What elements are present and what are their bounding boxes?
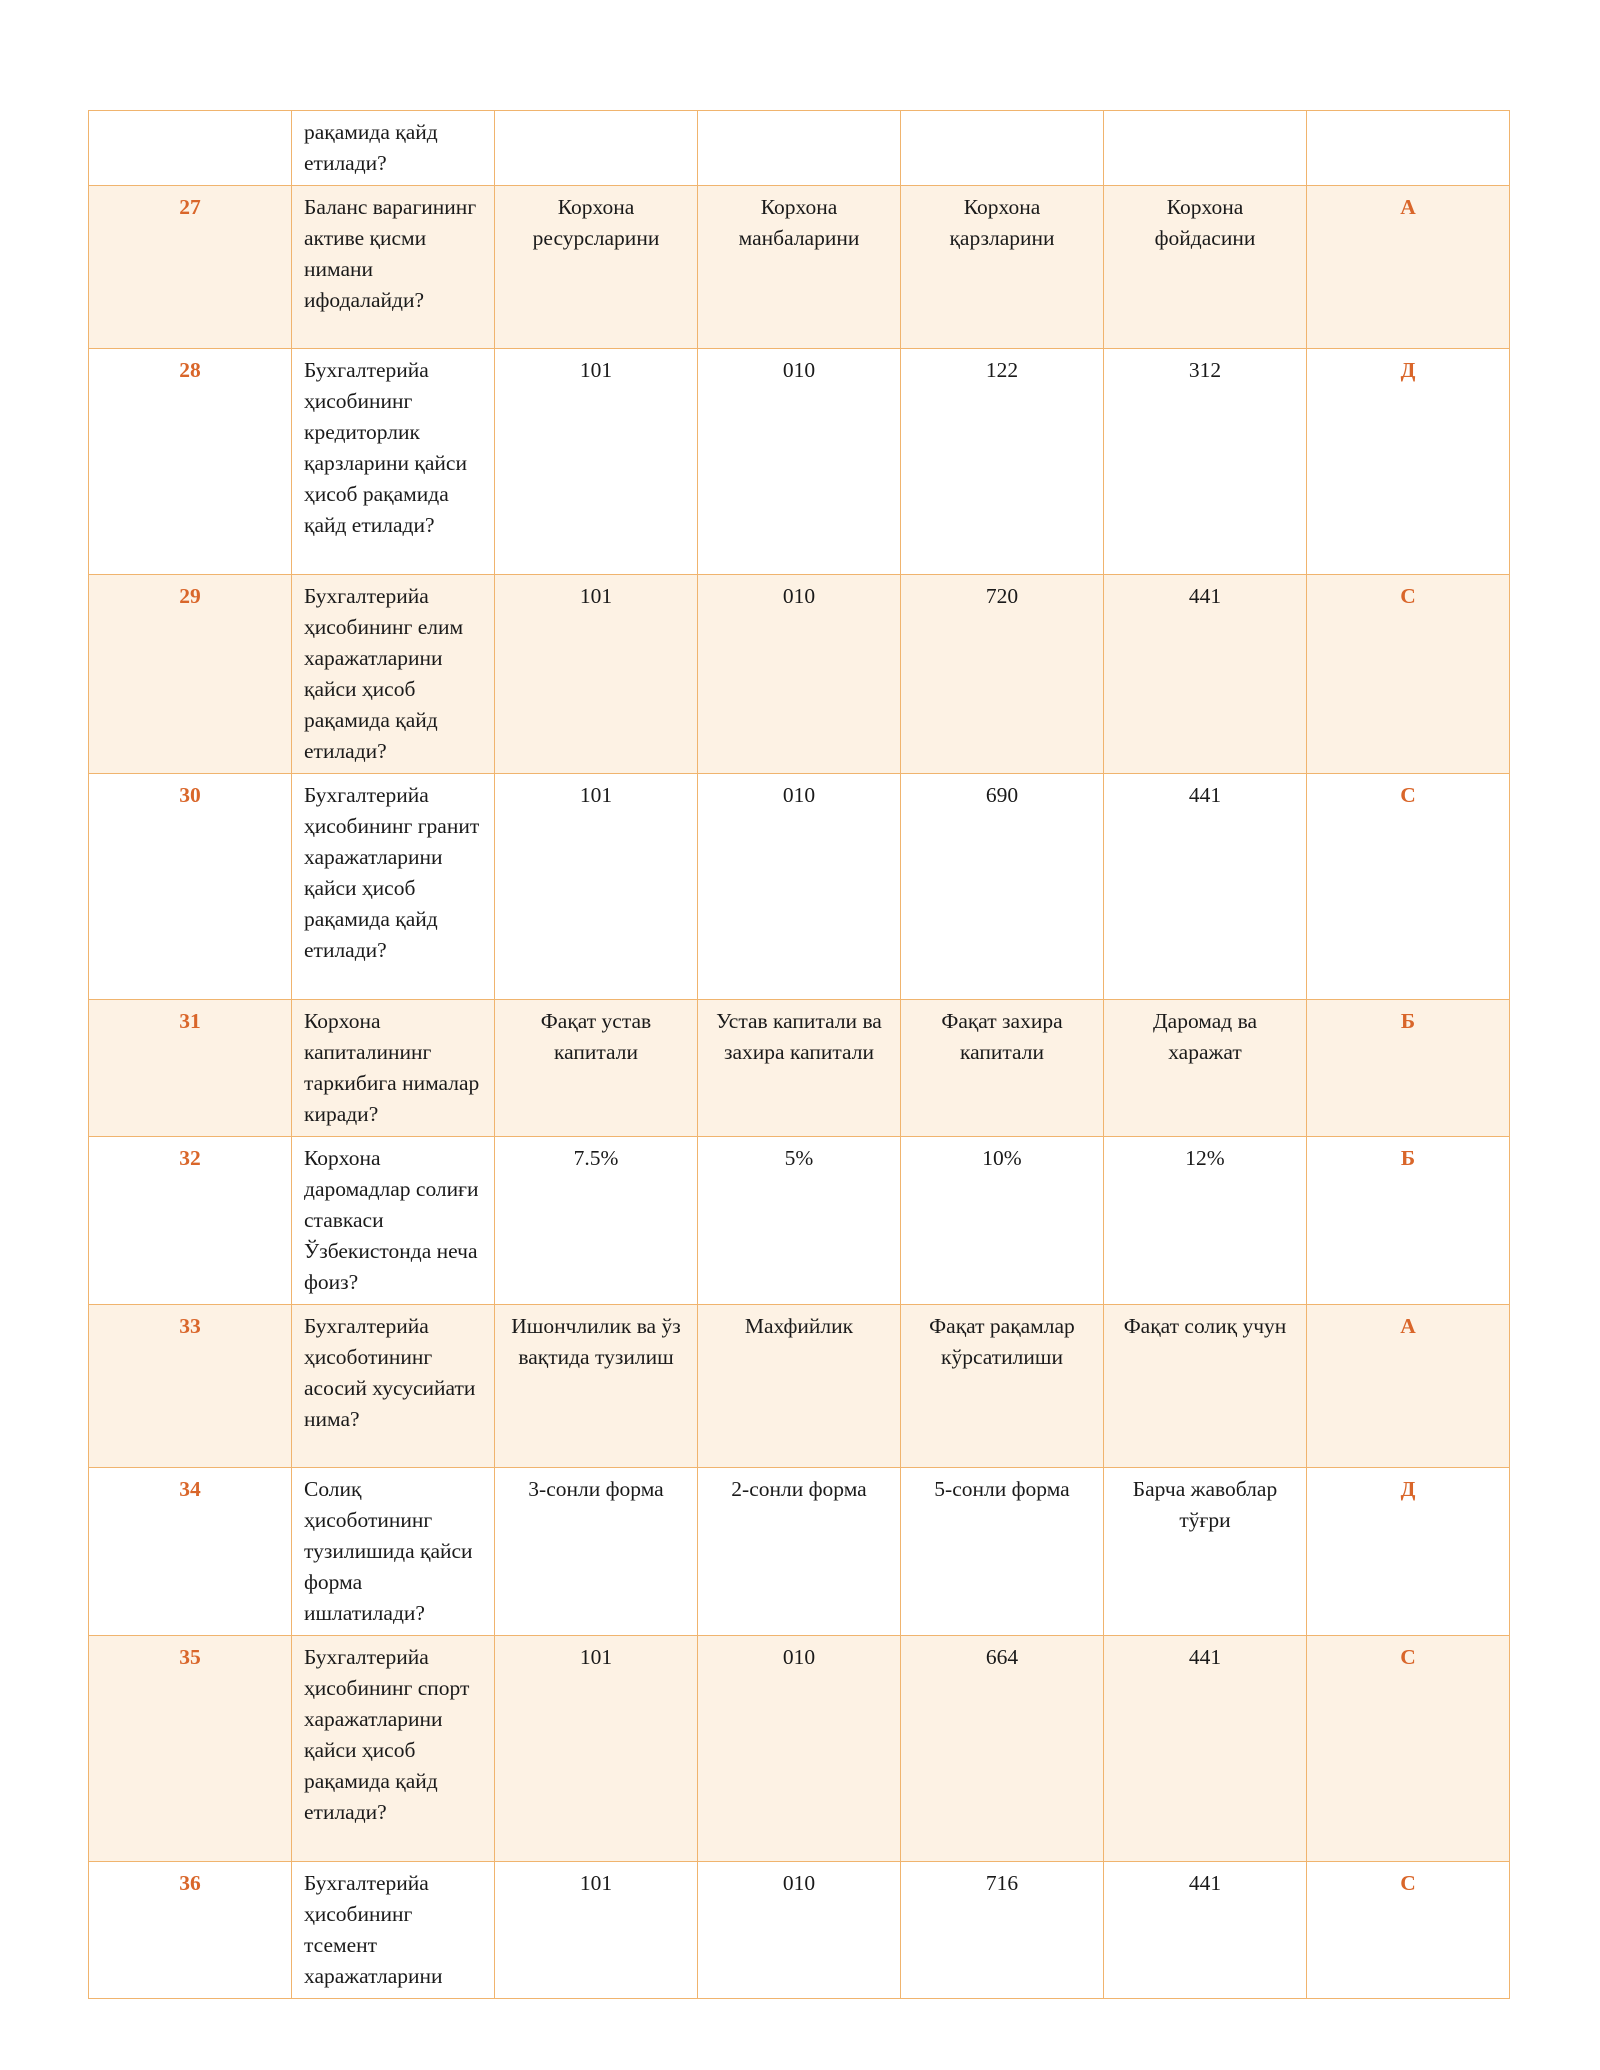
option-b: Устав капитали ва захира капитали	[698, 1000, 901, 1137]
table-row	[89, 349, 1510, 575]
option-c: Фақат рақамлар кўрсатилиши	[901, 1305, 1104, 1468]
option-d: 441	[1104, 1636, 1307, 1862]
table-row	[89, 1305, 1510, 1468]
question-text: рақамида қайд етилади?	[292, 111, 495, 186]
option-c: 10%	[901, 1137, 1104, 1305]
option-d: Фақат солиқ учун	[1104, 1305, 1307, 1468]
question-number	[89, 111, 292, 186]
correct-answer: С	[1307, 1636, 1510, 1862]
option-d: 312	[1104, 349, 1307, 575]
option-c: Фақат захира капитали	[901, 1000, 1104, 1137]
option-c: 5-сонли форма	[901, 1468, 1104, 1636]
correct-answer: Д	[1307, 349, 1510, 575]
question-text: Корхона капиталининг таркибига нималар киради?	[292, 1000, 495, 1137]
question-number: 29	[89, 575, 292, 774]
correct-answer	[1307, 111, 1510, 186]
option-d	[1104, 111, 1307, 186]
correct-answer: Б	[1307, 1137, 1510, 1305]
option-d: Даромад ва харажат	[1104, 1000, 1307, 1137]
option-b: 010	[698, 575, 901, 774]
question-number: 28	[89, 349, 292, 575]
table-row	[89, 575, 1510, 774]
correct-answer: А	[1307, 186, 1510, 349]
option-c: 720	[901, 575, 1104, 774]
table-row	[89, 111, 1510, 186]
table-row	[89, 1000, 1510, 1137]
question-text: Солиқ ҳисоботининг тузилишида қайси форма ишлатилади?	[292, 1468, 495, 1636]
correct-answer: С	[1307, 774, 1510, 1000]
question-number: 32	[89, 1137, 292, 1305]
question-number: 31	[89, 1000, 292, 1137]
correct-answer: Б	[1307, 1000, 1510, 1137]
question-text: Бухгалтерийа ҳисобининг спорт харажатларини қайси ҳисоб рақамида қайд етилади?	[292, 1636, 495, 1862]
option-c: 716	[901, 1862, 1104, 1999]
option-a: 101	[495, 1636, 698, 1862]
table-row	[89, 1468, 1510, 1636]
option-d: Корхона фойдасини	[1104, 186, 1307, 349]
option-a	[495, 111, 698, 186]
option-c	[901, 111, 1104, 186]
option-c: 690	[901, 774, 1104, 1000]
table-row	[89, 1636, 1510, 1862]
option-b: Махфийлик	[698, 1305, 901, 1468]
option-a: 3-сонли форма	[495, 1468, 698, 1636]
table-row	[89, 1137, 1510, 1305]
option-b: 010	[698, 349, 901, 575]
document-page	[88, 110, 1509, 1999]
questions-table-body	[89, 111, 1510, 1999]
option-a: Корхона ресурсларини	[495, 186, 698, 349]
table-row	[89, 774, 1510, 1000]
question-number: 35	[89, 1636, 292, 1862]
option-c: Корхона қарзларини	[901, 186, 1104, 349]
correct-answer: С	[1307, 1862, 1510, 1999]
question-text: Бухгалтерийа ҳисобининг тсемент харажатларини	[292, 1862, 495, 1999]
option-d: 441	[1104, 774, 1307, 1000]
table-row	[89, 186, 1510, 349]
question-number: 30	[89, 774, 292, 1000]
option-d: 441	[1104, 1862, 1307, 1999]
question-number: 33	[89, 1305, 292, 1468]
option-d: 441	[1104, 575, 1307, 774]
option-a: Ишончлилик ва ўз вақтида тузилиш	[495, 1305, 698, 1468]
option-b: 010	[698, 774, 901, 1000]
option-a: 101	[495, 1862, 698, 1999]
question-number: 34	[89, 1468, 292, 1636]
option-a: Фақат устав капитали	[495, 1000, 698, 1137]
option-b: 5%	[698, 1137, 901, 1305]
option-a: 101	[495, 774, 698, 1000]
option-b: 010	[698, 1636, 901, 1862]
option-a: 101	[495, 575, 698, 774]
question-text: Бухгалтерийа ҳисобининг кредиторлик қарзларини қайси ҳисоб рақамида қайд етилади?	[292, 349, 495, 575]
option-b: 010	[698, 1862, 901, 1999]
option-a: 7.5%	[495, 1137, 698, 1305]
option-b	[698, 111, 901, 186]
question-number: 27	[89, 186, 292, 349]
correct-answer: С	[1307, 575, 1510, 774]
question-text: Баланс варагининг активе қисми нимани ифодалайди?	[292, 186, 495, 349]
option-d: 12%	[1104, 1137, 1307, 1305]
option-c: 122	[901, 349, 1104, 575]
question-number: 36	[89, 1862, 292, 1999]
table-row	[89, 1862, 1510, 1999]
correct-answer: А	[1307, 1305, 1510, 1468]
question-text: Бухгалтерийа ҳисобининг гранит харажатларини қайси ҳисоб рақамида қайд етилади?	[292, 774, 495, 1000]
correct-answer: Д	[1307, 1468, 1510, 1636]
option-b: 2-сонли форма	[698, 1468, 901, 1636]
option-a: 101	[495, 349, 698, 575]
question-text: Бухгалтерийа ҳисоботининг асосий хусусийати нима?	[292, 1305, 495, 1468]
question-text: Бухгалтерийа ҳисобининг елим харажатларини қайси ҳисоб рақамида қайд етилади?	[292, 575, 495, 774]
questions-table	[88, 110, 1510, 1999]
option-d: Барча жавоблар тўғри	[1104, 1468, 1307, 1636]
question-text: Корхона даромадлар солиғи ставкаси Ўзбекистонда неча фоиз?	[292, 1137, 495, 1305]
option-c: 664	[901, 1636, 1104, 1862]
option-b: Корхона манбаларини	[698, 186, 901, 349]
